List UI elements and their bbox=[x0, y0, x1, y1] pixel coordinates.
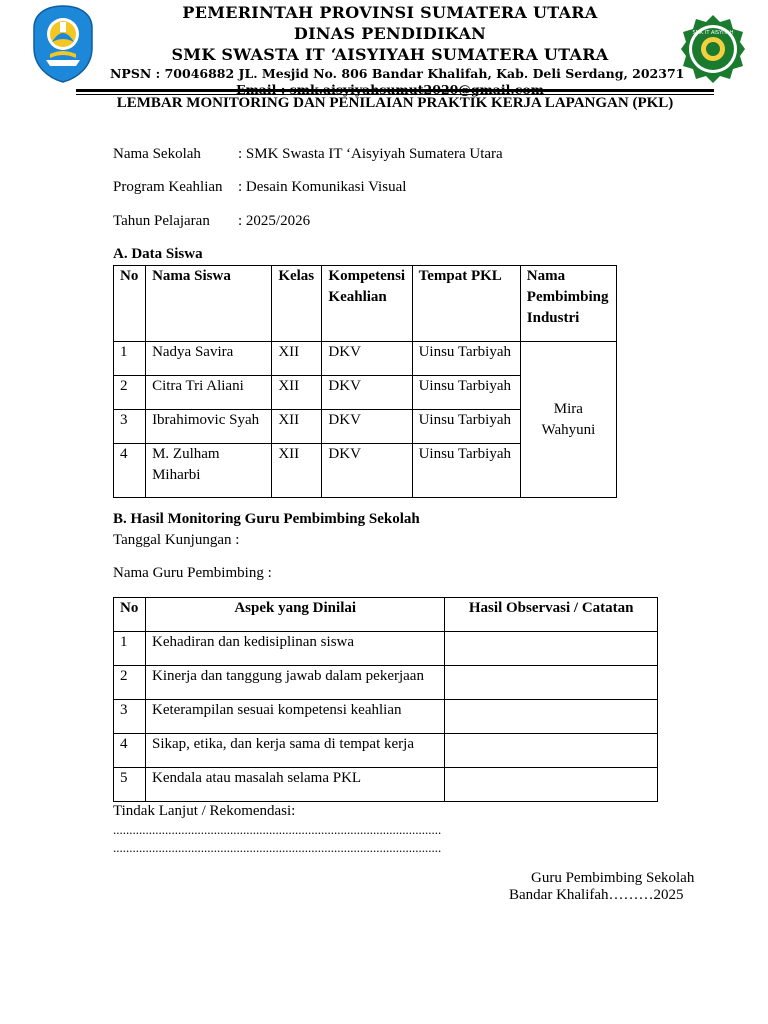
document-title: LEMBAR MONITORING DAN PENILAIAN PRAKTIK KERJA LAPANGAN (PKL) bbox=[116, 95, 674, 111]
cell-aspek: Kendala atau masalah selama PKL bbox=[145, 768, 444, 802]
cell-no: 2 bbox=[114, 376, 146, 410]
cell-kompetensi: DKV bbox=[322, 410, 412, 444]
follow-up-label: Tindak Lanjut / Rekomendasi: bbox=[113, 803, 296, 819]
table-header-row bbox=[114, 598, 658, 632]
info-program bbox=[113, 178, 406, 196]
cell-nama: M. Zulham Miharbi bbox=[146, 444, 272, 498]
cell-hasil[interactable] bbox=[445, 632, 658, 666]
table-row bbox=[114, 700, 658, 734]
column-header: Tempat PKL bbox=[412, 266, 520, 342]
signature-role: Guru Pembimbing Sekolah bbox=[531, 870, 695, 886]
column-header: Kompetensi Keahlian bbox=[322, 266, 412, 342]
column-header: Hasil Observasi / Catatan bbox=[445, 598, 658, 632]
cell-kompetensi: DKV bbox=[322, 342, 412, 376]
info-label: Nama Sekolah bbox=[113, 146, 201, 162]
letterhead-government: PEMERINTAH PROVINSI SUMATERA UTARA bbox=[182, 3, 598, 22]
cell-nama: Nadya Savira bbox=[146, 342, 272, 376]
cell-no: 3 bbox=[114, 410, 146, 444]
cell-kelas: XII bbox=[272, 376, 322, 410]
cell-no: 2 bbox=[114, 666, 146, 700]
cell-aspek: Keterampilan sesuai kompetensi keahlian bbox=[145, 700, 444, 734]
info-value: : 2025/2026 bbox=[238, 213, 311, 229]
cell-kompetensi: DKV bbox=[322, 444, 412, 498]
svg-text:SMK IT AISYIYAH: SMK IT AISYIYAH bbox=[692, 30, 734, 36]
table-row bbox=[114, 734, 658, 768]
cell-tempat: Uinsu Tarbiyah bbox=[412, 376, 520, 410]
monitoring-table bbox=[113, 597, 658, 802]
follow-up-line-1[interactable]: ..................................................................................................... bbox=[113, 822, 442, 837]
cell-no: 4 bbox=[114, 444, 146, 498]
cell-pembimbing-industri: Mira Wahyuni bbox=[520, 342, 616, 498]
cell-aspek: Sikap, etika, dan kerja sama di tempat kerja bbox=[145, 734, 444, 768]
signature-place-date: Bandar Khalifah………2025 bbox=[509, 887, 684, 903]
student-data-table bbox=[113, 265, 617, 498]
info-value: : SMK Swasta IT ‘Aisyiyah Sumatera Utara bbox=[238, 146, 503, 162]
column-header: No bbox=[114, 598, 146, 632]
cell-kelas: XII bbox=[272, 410, 322, 444]
visit-date-label: Tanggal Kunjungan : bbox=[113, 532, 240, 548]
cell-aspek: Kinerja dan tanggung jawab dalam pekerjaan bbox=[145, 666, 444, 700]
table-row bbox=[114, 666, 658, 700]
cell-hasil[interactable] bbox=[445, 768, 658, 802]
letterhead-address: NPSN : 70046882 JL. Mesjid No. 806 Bandar Khalifah, Kab. Deli Serdang, 202371 bbox=[110, 66, 685, 81]
cell-no: 5 bbox=[114, 768, 146, 802]
letterhead bbox=[110, 2, 685, 98]
cell-tempat: Uinsu Tarbiyah bbox=[412, 444, 520, 498]
info-school bbox=[113, 145, 503, 163]
column-header: Kelas bbox=[272, 266, 322, 342]
cell-hasil[interactable] bbox=[445, 734, 658, 768]
section-a-title: A. Data Siswa bbox=[113, 246, 203, 262]
cell-tempat: Uinsu Tarbiyah bbox=[412, 410, 520, 444]
table-row bbox=[114, 632, 658, 666]
cell-nama: Ibrahimovic Syah bbox=[146, 410, 272, 444]
cell-hasil[interactable] bbox=[445, 666, 658, 700]
cell-aspek: Kehadiran dan kedisiplinan siswa bbox=[145, 632, 444, 666]
cell-no: 1 bbox=[114, 632, 146, 666]
cell-kompetensi: DKV bbox=[322, 376, 412, 410]
info-label: Program Keahlian bbox=[113, 179, 223, 195]
table-row bbox=[114, 342, 617, 376]
teacher-name-label: Nama Guru Pembimbing : bbox=[113, 565, 272, 581]
info-label: Tahun Pelajaran bbox=[113, 213, 210, 229]
table-header-row bbox=[114, 266, 617, 342]
cell-kelas: XII bbox=[272, 444, 322, 498]
follow-up-line-2[interactable]: ..................................................................................................... bbox=[113, 840, 442, 855]
tut-wuri-handayani-logo-icon bbox=[30, 4, 96, 84]
cell-kelas: XII bbox=[272, 342, 322, 376]
section-b-title: B. Hasil Monitoring Guru Pembimbing Sekolah bbox=[113, 511, 420, 527]
info-value: : Desain Komunikasi Visual bbox=[238, 179, 407, 195]
cell-nama: Citra Tri Aliani bbox=[146, 376, 272, 410]
letterhead-thick-rule bbox=[76, 89, 714, 92]
table-row bbox=[114, 768, 658, 802]
cell-no: 3 bbox=[114, 700, 146, 734]
column-header: No bbox=[114, 266, 146, 342]
aisyiyah-school-seal-icon bbox=[680, 14, 746, 84]
info-year bbox=[113, 212, 310, 230]
column-header: Nama Siswa bbox=[146, 266, 272, 342]
cell-hasil[interactable] bbox=[445, 700, 658, 734]
letterhead-department: DINAS PENDIDIKAN bbox=[293, 24, 487, 43]
cell-tempat: Uinsu Tarbiyah bbox=[412, 342, 520, 376]
column-header: Nama Pembimbing Industri bbox=[520, 266, 616, 342]
letterhead-email: Email : smk.aisyiyahsumut2020@gmail.com bbox=[236, 82, 544, 97]
letterhead-school-name: SMK SWASTA IT ‘AISYIYAH SUMATERA UTARA bbox=[171, 45, 609, 64]
cell-no: 4 bbox=[114, 734, 146, 768]
column-header: Aspek yang Dinilai bbox=[145, 598, 444, 632]
cell-no: 1 bbox=[114, 342, 146, 376]
